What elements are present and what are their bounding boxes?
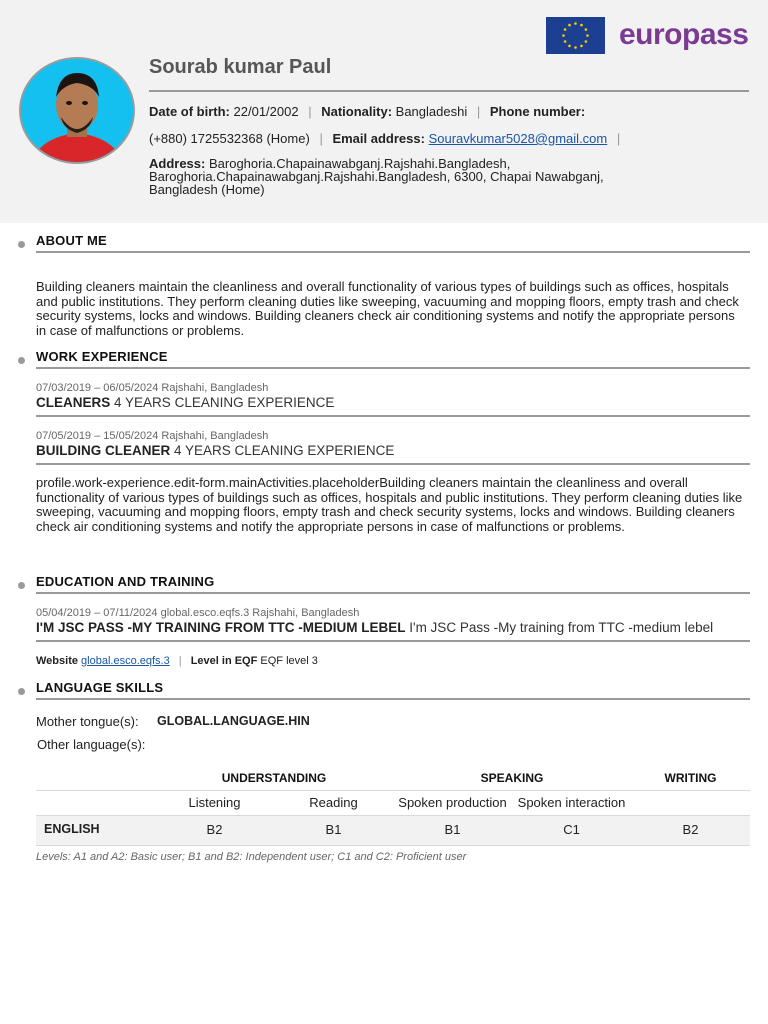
- flag-star: [585, 28, 588, 31]
- entry-divider: [36, 640, 750, 642]
- understanding-header: UNDERSTANDING: [221, 771, 327, 785]
- separator: |: [616, 131, 621, 146]
- education-org: I'm JSC Pass -My training from TTC -medium lebel: [409, 620, 714, 635]
- education-dates: 05/04/2019 – 07/11/2024 global.esco.eqfs.3 Rajshahi, Bangladesh: [36, 607, 360, 619]
- reading-subheader: Reading: [309, 795, 358, 810]
- flag-star: [562, 34, 565, 37]
- separator: |: [308, 104, 312, 119]
- person-name: Sourab kumar Paul: [149, 56, 332, 78]
- section-divider: [36, 367, 750, 369]
- mother-tongue-label: Mother tongue(s):: [36, 714, 139, 729]
- work-2-dates: 07/05/2019 – 15/05/2024 Rajshahi, Bangladesh: [36, 430, 269, 442]
- spoken-interaction-level: C1: [563, 822, 580, 837]
- europass-logo: [546, 16, 751, 54]
- flag-star: [580, 44, 583, 47]
- work-1-org: 4 YEARS CLEANING EXPERIENCE: [114, 395, 335, 410]
- info-line-2: [149, 131, 626, 146]
- education-details: [36, 655, 318, 667]
- table-divider: [36, 845, 750, 846]
- work-1-role: [36, 395, 334, 410]
- dob-label: Date of birth:: [149, 104, 230, 119]
- phone-value: (+880) 1725532368 (Home): [149, 131, 310, 146]
- eu-flag-icon: [546, 17, 605, 54]
- section-divider: [36, 251, 750, 253]
- education-qualification-line: [36, 620, 713, 635]
- work-1-title: CLEANERS: [36, 395, 111, 410]
- profile-photo: [19, 57, 135, 164]
- reading-level: B1: [325, 822, 342, 837]
- logo-text: europass: [619, 18, 749, 51]
- flag-star: [574, 22, 577, 25]
- section-divider: [36, 592, 750, 594]
- languages-title: LANGUAGE SKILLS: [36, 680, 164, 695]
- writing-header: WRITING: [664, 771, 717, 785]
- section-bullet: [18, 688, 25, 695]
- listening-level: B2: [206, 822, 223, 837]
- email-link[interactable]: Souravkumar5028@gmail.com: [428, 131, 608, 146]
- address-block: [149, 157, 669, 196]
- nationality-label: Nationality:: [321, 104, 393, 119]
- eqf-label: Level in EQF: [190, 655, 258, 667]
- mother-tongue-value: GLOBAL.LANGUAGE.HIN: [157, 714, 310, 728]
- flag-star: [574, 46, 577, 49]
- about-title: ABOUT ME: [36, 233, 107, 248]
- writing-level: B2: [682, 822, 699, 837]
- other-languages-label: Other language(s):: [37, 737, 146, 752]
- name-divider: [149, 90, 749, 92]
- section-bullet: [18, 357, 25, 364]
- address-value: Baroghoria.Chapainawabganj.Rajshahi.Bangladesh, Baroghoria.Chapainawabganj.Rajshahi.Bangladesh, 6300, Chapai Nawabganj, Bangladesh (Home): [149, 156, 604, 197]
- education-qualification: I'M JSC PASS -MY TRAINING FROM TTC -MEDIUM LEBEL: [36, 620, 406, 635]
- education-title: EDUCATION AND TRAINING: [36, 574, 215, 589]
- section-divider: [36, 698, 750, 700]
- flag-star: [568, 23, 571, 26]
- flag-star: [564, 28, 567, 31]
- section-bullet: [18, 241, 25, 248]
- levels-note: Levels: A1 and A2: Basic user; B1 and B2: Independent user; C1 and C2: Proficient user: [36, 851, 467, 863]
- flag-star: [568, 44, 571, 47]
- eqf-value: EQF level 3: [260, 655, 318, 667]
- table-divider: [36, 790, 750, 791]
- spoken-production-level: B1: [444, 822, 461, 837]
- listening-subheader: Listening: [188, 795, 241, 810]
- entry-divider: [36, 415, 750, 417]
- email-label: Email address:: [332, 131, 425, 146]
- separator: |: [476, 104, 481, 119]
- table-divider: [36, 815, 750, 816]
- website-label: Website: [36, 655, 78, 667]
- speaking-header: SPEAKING: [480, 771, 544, 785]
- work-2-role: [36, 443, 394, 458]
- flag-star: [564, 40, 567, 43]
- flag-star: [580, 23, 583, 26]
- nationality-value: Bangladeshi: [395, 104, 468, 119]
- language-name: ENGLISH: [44, 822, 100, 836]
- spoken-production-subheader: Spoken production: [398, 795, 507, 810]
- info-line-1: [149, 104, 585, 119]
- entry-divider: [36, 463, 750, 465]
- flag-star: [585, 40, 588, 43]
- section-bullet: [18, 582, 25, 589]
- spoken-interaction-subheader: Spoken interaction: [517, 795, 626, 810]
- work-2-title: BUILDING CLEANER: [36, 443, 171, 458]
- separator: |: [178, 655, 182, 667]
- phone-label: Phone number:: [489, 104, 586, 119]
- flag-star: [586, 34, 589, 37]
- about-text: Building cleaners maintain the cleanliness and overall functionality of various types of buildings such as offices, hospitals and public institutions. They perform cleaning duties like sweeping, vacuuming and mopping floors, empty trash and check security systems, locks and windows. Building cleaners check air conditioning systems and notify the appropriate persons in case of malfunctions or problems.: [36, 279, 739, 339]
- work-1-dates: 07/03/2019 – 06/05/2024 Rajshahi, Bangladesh: [36, 382, 269, 394]
- separator: |: [319, 131, 323, 146]
- work-description: profile.work-experience.edit-form.mainActivities.placeholderBuilding cleaners maintain the cleanliness and overall functionality of various types of buildings such as offices, hospitals and public institutions. They perform cleaning duties like sweeping, vacuuming and mopping floors, empty trash and check security systems, locks and windows. Building cleaners check air conditioning systems and notify the appropriate persons in case of malfunctions or problems.: [36, 475, 743, 535]
- work-title: WORK EXPERIENCE: [36, 349, 168, 364]
- website-link[interactable]: global.esco.eqfs.3: [81, 655, 170, 667]
- address-label: Address:: [149, 156, 206, 171]
- dob-value: 22/01/2002: [233, 104, 299, 119]
- work-2-org: 4 YEARS CLEANING EXPERIENCE: [174, 443, 395, 458]
